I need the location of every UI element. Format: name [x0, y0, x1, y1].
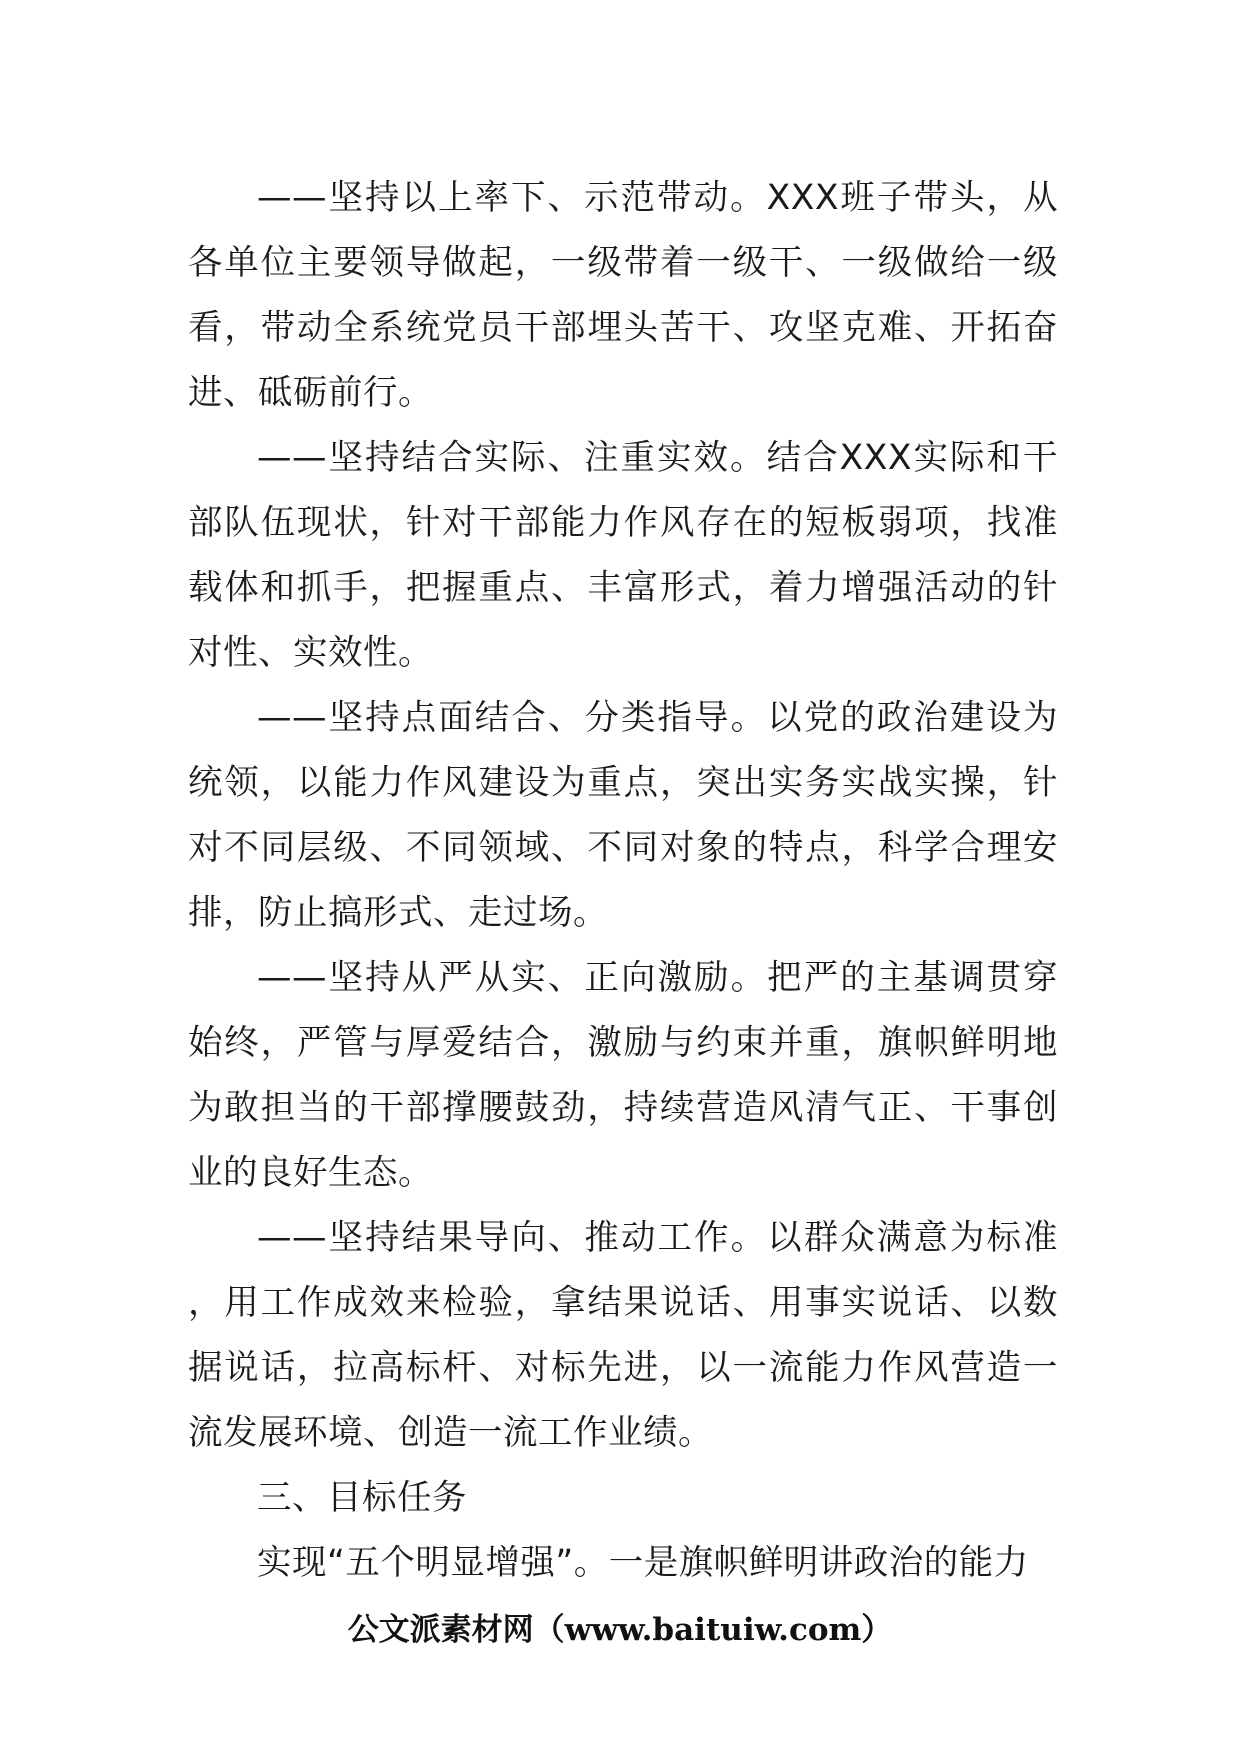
- paragraph-principle-3: ——坚持点面结合、分类指导。以党的政治建设为统领，以能力作风建设为重点，突出实务实战实操，针对不同层级、不同领域、不同对象的特点，科学合理安排，防止搞形式、走过场。: [188, 698, 1058, 933]
- section-heading-goals: 三、目标任务: [257, 1478, 467, 1518]
- paragraph-principle-1: ——坚持以上率下、示范带动。XXX班子带头，从各单位主要领导做起，一级带着一级干、一级做给一级看，带动全系统党员干部埋头苦干、攻坚克难、开拓奋进、砥砺前行。: [188, 178, 1058, 413]
- paragraph-goals-intro: 实现“五个明显增强”。一是旗帜鲜明讲政治的能力: [257, 1543, 1029, 1583]
- paragraph-principle-2: ——坚持结合实际、注重实效。结合XXX实际和干部队伍现状，针对干部能力作风存在的短板弱项，找准载体和抓手，把握重点、丰富形式，着力增强活动的针对性、实效性。: [188, 438, 1058, 673]
- footer-watermark: 公文派素材网（www.baituiw.com）: [347, 1612, 893, 1648]
- document-body: [188, 166, 1058, 1596]
- paragraph-principle-5: ——坚持结果导向、推动工作。以群众满意为标准，用工作成效来检验，拿结果说话、用事实说话、以数据说话，拉高标杆、对标先进，以一流能力作风营造一流发展环境、创造一流工作业绩。: [188, 1218, 1058, 1453]
- paragraph-principle-4: ——坚持从严从实、正向激励。把严的主基调贯穿始终，严管与厚爱结合，激励与约束并重，旗帜鲜明地为敢担当的干部撑腰鼓劲，持续营造风清气正、干事创业的良好生态。: [188, 958, 1058, 1193]
